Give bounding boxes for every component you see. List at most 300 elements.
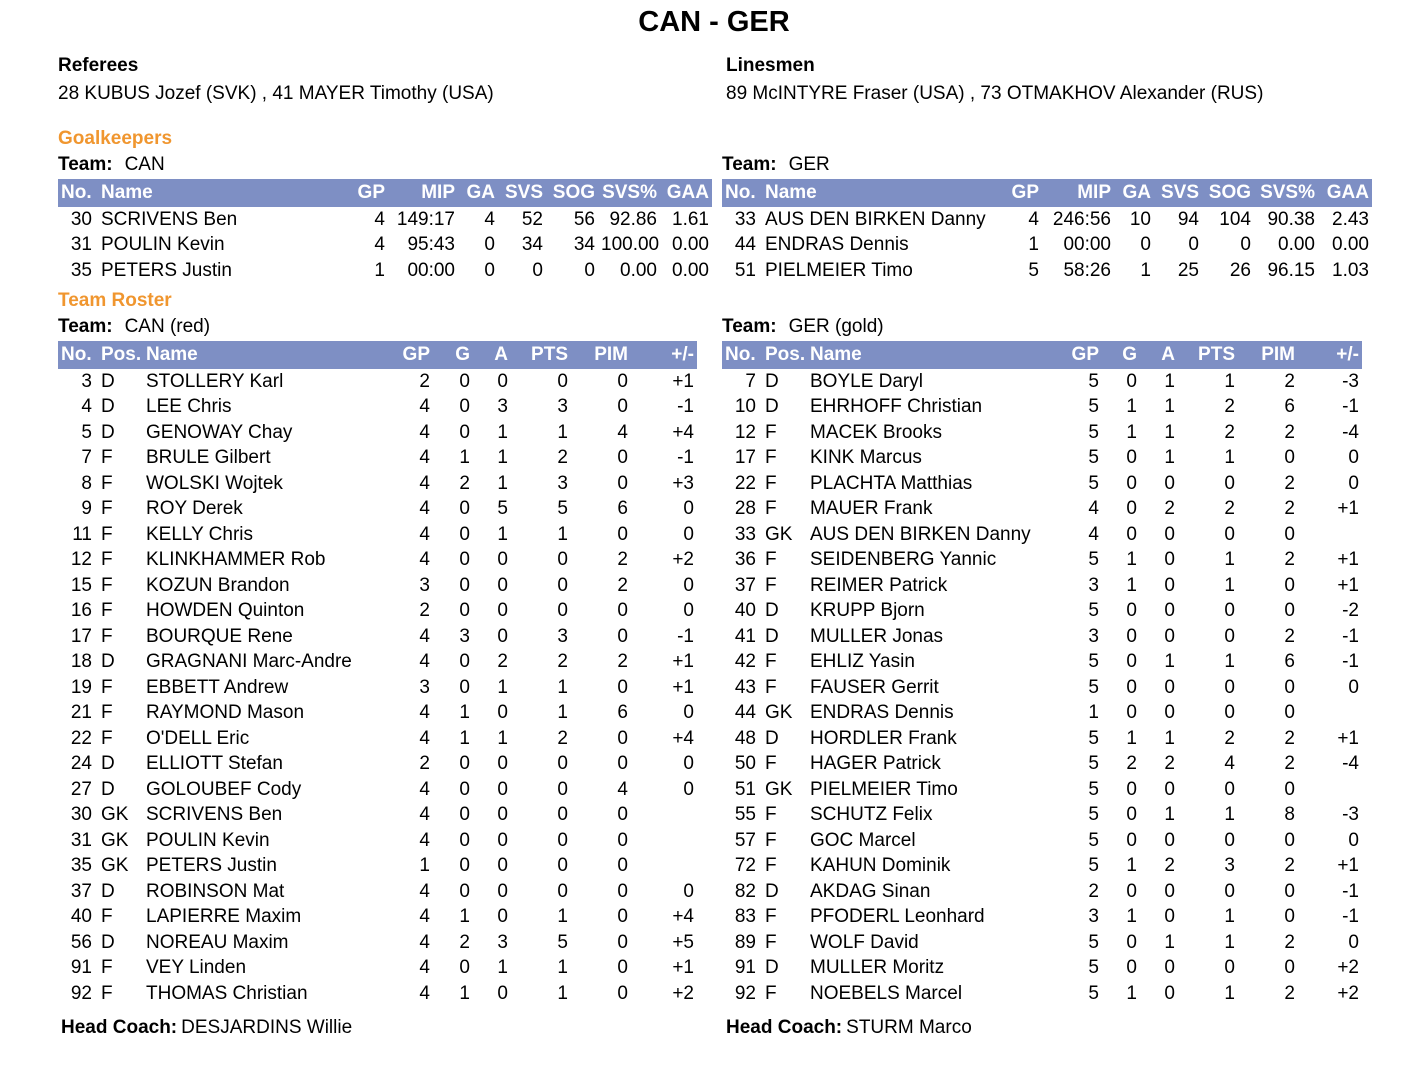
cell-gp: 5 xyxy=(1088,676,1099,698)
table-row xyxy=(58,854,697,880)
cell-goals: 0 xyxy=(1126,625,1137,647)
cell-assists: 2 xyxy=(1164,855,1175,877)
column-header-name: Name xyxy=(765,182,817,203)
cell-name: KOZUN Brandon xyxy=(146,574,290,596)
table-row xyxy=(58,420,697,446)
column-header-svs-pct: SVS% xyxy=(1260,182,1315,203)
cell-pim: 0 xyxy=(1284,778,1295,800)
cell-goals: 0 xyxy=(1126,523,1137,545)
cell-gp: 3 xyxy=(419,574,430,596)
cell-number: 8 xyxy=(81,472,92,494)
cell-points: 0 xyxy=(557,855,568,877)
cell-goals: 0 xyxy=(1126,804,1137,826)
cell-points: 0 xyxy=(557,370,568,392)
cell-number: 4 xyxy=(81,396,92,418)
cell-number: 37 xyxy=(70,880,92,902)
cell-plus-minus: +1 xyxy=(672,370,694,392)
cell-pim: 0 xyxy=(1284,676,1295,698)
cell-points: 1 xyxy=(1224,574,1235,596)
cell-number: 22 xyxy=(734,472,756,494)
cell-pim: 2 xyxy=(1284,370,1295,392)
table-row xyxy=(58,207,712,233)
cell-goals: 3 xyxy=(459,625,470,647)
cell-gp: 4 xyxy=(419,702,430,724)
cell-position: F xyxy=(101,676,113,698)
cell-goals: 0 xyxy=(459,600,470,622)
cell-goals: 0 xyxy=(459,753,470,775)
cell-assists: 1 xyxy=(1164,651,1175,673)
column-header-goals: G xyxy=(455,344,470,365)
cell-number: 19 xyxy=(70,676,92,698)
cell-assists: 0 xyxy=(497,600,508,622)
cell-plus-minus: -1 xyxy=(677,447,694,469)
cell-pim: 0 xyxy=(1284,574,1295,596)
cell-goals: 1 xyxy=(459,906,470,928)
cell-goals: 2 xyxy=(459,931,470,953)
cell-points: 0 xyxy=(1224,625,1235,647)
table-row xyxy=(722,420,1362,446)
table-row xyxy=(722,258,1372,284)
linesmen-label: Linesmen xyxy=(726,55,815,76)
table-row xyxy=(722,675,1362,701)
cell-ga: 1 xyxy=(1140,259,1151,281)
cell-points: 4 xyxy=(1224,753,1235,775)
cell-assists: 1 xyxy=(497,472,508,494)
cell-plus-minus: 0 xyxy=(683,523,694,545)
cell-gp: 3 xyxy=(419,676,430,698)
column-header-number: No. xyxy=(725,182,756,203)
cell-plus-minus: +2 xyxy=(1337,957,1359,979)
column-header-plus-minus: +/- xyxy=(1336,344,1359,365)
column-header-assists: A xyxy=(494,344,508,365)
table-row xyxy=(722,395,1362,421)
cell-assists: 1 xyxy=(1164,421,1175,443)
cell-goals: 0 xyxy=(459,396,470,418)
cell-assists: 0 xyxy=(497,702,508,724)
cell-position: D xyxy=(765,625,779,647)
column-header-number: No. xyxy=(61,182,92,203)
cell-gp: 2 xyxy=(1088,880,1099,902)
cell-points: 0 xyxy=(1224,600,1235,622)
cell-pim: 2 xyxy=(617,651,628,673)
cell-points: 0 xyxy=(557,549,568,571)
table-row xyxy=(58,624,697,650)
cell-mip: 58:26 xyxy=(1063,259,1111,281)
cell-name: PLACHTA Matthias xyxy=(810,472,973,494)
cell-assists: 0 xyxy=(1164,880,1175,902)
table-row xyxy=(58,395,697,421)
cell-gp: 3 xyxy=(1088,574,1099,596)
cell-position: D xyxy=(765,370,779,392)
cell-name: BRULE Gilbert xyxy=(146,447,271,469)
cell-goals: 0 xyxy=(459,676,470,698)
cell-position: GK xyxy=(101,855,129,877)
cell-pim: 2 xyxy=(1284,549,1295,571)
cell-gp: 5 xyxy=(1088,447,1099,469)
column-header-number: No. xyxy=(61,344,92,365)
cell-plus-minus: +1 xyxy=(672,651,694,673)
column-header-svs-pct: SVS% xyxy=(602,182,657,203)
cell-plus-minus: +5 xyxy=(672,931,694,953)
cell-points: 1 xyxy=(1224,982,1235,1004)
cell-gp: 4 xyxy=(419,523,430,545)
cell-points: 1 xyxy=(1224,447,1235,469)
cell-name: ENDRAS Dennis xyxy=(810,702,954,724)
cell-assists: 1 xyxy=(497,727,508,749)
cell-points: 2 xyxy=(1224,498,1235,520)
cell-pim: 6 xyxy=(1284,396,1295,418)
cell-points: 0 xyxy=(1224,778,1235,800)
cell-assists: 1 xyxy=(497,957,508,979)
cell-assists: 3 xyxy=(497,931,508,953)
cell-goals: 0 xyxy=(1126,957,1137,979)
cell-gp: 4 xyxy=(374,234,385,256)
cell-name: ELLIOTT Stefan xyxy=(146,753,283,775)
cell-assists: 1 xyxy=(497,447,508,469)
cell-name: FAUSER Gerrit xyxy=(810,676,939,698)
cell-plus-minus: +1 xyxy=(1337,855,1359,877)
head-coach-ger xyxy=(726,1017,972,1039)
cell-goals: 0 xyxy=(1126,931,1137,953)
column-header-position: Pos. xyxy=(765,344,806,365)
goalkeepers-heading: Goalkeepers xyxy=(58,128,173,149)
cell-svs: 52 xyxy=(521,208,543,230)
cell-assists: 1 xyxy=(1164,370,1175,392)
cell-position: F xyxy=(765,421,777,443)
table-row xyxy=(58,981,697,1007)
cell-number: 83 xyxy=(734,906,756,928)
cell-plus-minus: 0 xyxy=(683,753,694,775)
cell-assists: 0 xyxy=(1164,574,1175,596)
cell-plus-minus: -1 xyxy=(1342,880,1359,902)
team-label: Team: xyxy=(722,154,777,175)
table-row xyxy=(58,905,697,931)
cell-gp: 4 xyxy=(419,727,430,749)
cell-number: 35 xyxy=(70,855,92,877)
cell-pim: 0 xyxy=(617,931,628,953)
cell-points: 1 xyxy=(1224,931,1235,953)
cell-gp: 1 xyxy=(1088,702,1099,724)
cell-plus-minus: +1 xyxy=(1337,549,1359,571)
cell-position: F xyxy=(765,498,777,520)
table-row xyxy=(58,752,697,778)
cell-number: 30 xyxy=(70,804,92,826)
roster-team-name: GER (gold) xyxy=(788,316,884,337)
cell-number: 10 xyxy=(734,396,756,418)
cell-plus-minus: 0 xyxy=(683,574,694,596)
column-header-gp: GP xyxy=(1071,344,1099,365)
cell-points: 3 xyxy=(557,396,568,418)
table-row xyxy=(58,675,697,701)
cell-position: D xyxy=(101,396,115,418)
cell-position: F xyxy=(765,447,777,469)
cell-number: 41 xyxy=(734,625,756,647)
cell-number: 35 xyxy=(70,259,92,281)
cell-position: F xyxy=(101,600,113,622)
cell-points: 3 xyxy=(1224,855,1235,877)
head-coach-name: DESJARDINS Willie xyxy=(181,1017,353,1038)
cell-plus-minus: +1 xyxy=(672,676,694,698)
cell-name: BOYLE Daryl xyxy=(810,370,923,392)
cell-name: AKDAG Sinan xyxy=(810,880,931,902)
cell-assists: 0 xyxy=(1164,523,1175,545)
cell-plus-minus xyxy=(1298,777,1362,803)
cell-sog: 56 xyxy=(573,208,595,230)
cell-points: 0 xyxy=(557,600,568,622)
cell-position: D xyxy=(101,931,115,953)
cell-number: 91 xyxy=(70,957,92,979)
column-header-svs: SVS xyxy=(1160,182,1199,203)
cell-name: EHLIZ Yasin xyxy=(810,651,915,673)
cell-number: 12 xyxy=(70,549,92,571)
cell-name: RAYMOND Mason xyxy=(146,702,305,724)
cell-pim: 2 xyxy=(617,574,628,596)
column-header-points: PTS xyxy=(531,344,568,365)
cell-mip: 00:00 xyxy=(407,259,455,281)
table-row xyxy=(58,930,697,956)
cell-points: 1 xyxy=(1224,370,1235,392)
cell-points: 0 xyxy=(557,778,568,800)
cell-name: KINK Marcus xyxy=(810,447,922,469)
cell-pim: 0 xyxy=(1284,957,1295,979)
cell-sog: 0 xyxy=(1240,234,1251,256)
table-row xyxy=(58,599,697,625)
cell-number: 92 xyxy=(734,982,756,1004)
cell-plus-minus: -4 xyxy=(1342,753,1359,775)
cell-pim: 6 xyxy=(617,702,628,724)
cell-pim: 6 xyxy=(617,498,628,520)
cell-assists: 1 xyxy=(497,676,508,698)
column-header-assists: A xyxy=(1161,344,1175,365)
table-row xyxy=(722,752,1362,778)
cell-gaa: 0.00 xyxy=(672,234,709,256)
cell-name: KRUPP Bjorn xyxy=(810,600,925,622)
cell-position: F xyxy=(765,804,777,826)
cell-goals: 0 xyxy=(459,421,470,443)
cell-number: 72 xyxy=(734,855,756,877)
cell-position: GK xyxy=(101,804,129,826)
cell-number: 7 xyxy=(81,447,92,469)
cell-name: HORDLER Frank xyxy=(810,727,957,749)
cell-position: D xyxy=(101,880,115,902)
table-row xyxy=(722,233,1372,259)
cell-svs-pct: 0.00 xyxy=(620,259,657,281)
cell-name: THOMAS Christian xyxy=(146,982,308,1004)
cell-pim: 0 xyxy=(617,625,628,647)
cell-points: 0 xyxy=(1224,523,1235,545)
cell-points: 0 xyxy=(1224,472,1235,494)
cell-points: 5 xyxy=(557,498,568,520)
cell-plus-minus: 0 xyxy=(1348,447,1359,469)
team-roster-heading: Team Roster xyxy=(58,290,172,311)
table-row xyxy=(722,369,1362,395)
cell-number: 5 xyxy=(81,421,92,443)
table-row xyxy=(722,548,1362,574)
referees-section xyxy=(58,55,697,105)
cell-number: 16 xyxy=(70,600,92,622)
cell-assists: 0 xyxy=(497,574,508,596)
cell-gp: 5 xyxy=(1088,855,1099,877)
column-header-gp: GP xyxy=(1011,182,1039,203)
cell-points: 0 xyxy=(557,880,568,902)
cell-plus-minus: -1 xyxy=(677,625,694,647)
cell-position: F xyxy=(101,574,113,596)
cell-gp: 1 xyxy=(1028,234,1039,256)
cell-gp: 4 xyxy=(1028,208,1039,230)
cell-gp: 4 xyxy=(419,498,430,520)
cell-position: F xyxy=(101,447,113,469)
column-header-svs: SVS xyxy=(504,182,543,203)
cell-goals: 1 xyxy=(1126,906,1137,928)
cell-mip: 246:56 xyxy=(1052,208,1111,230)
cell-svs: 0 xyxy=(532,259,543,281)
roster-table-ger xyxy=(722,341,1362,1007)
table-header-row xyxy=(722,341,1362,369)
cell-goals: 0 xyxy=(459,880,470,902)
cell-number: 27 xyxy=(70,778,92,800)
cell-assists: 1 xyxy=(1164,727,1175,749)
cell-plus-minus: 0 xyxy=(683,778,694,800)
table-row xyxy=(722,497,1362,523)
cell-plus-minus: -1 xyxy=(677,396,694,418)
goalie-team-line-ger xyxy=(722,154,830,176)
cell-pim: 2 xyxy=(1284,727,1295,749)
cell-gp: 4 xyxy=(419,421,430,443)
table-row xyxy=(722,573,1362,599)
cell-position: F xyxy=(101,625,113,647)
cell-points: 1 xyxy=(1224,549,1235,571)
table-row xyxy=(722,777,1362,803)
cell-points: 1 xyxy=(557,523,568,545)
cell-assists: 3 xyxy=(497,396,508,418)
cell-gp: 5 xyxy=(1088,778,1099,800)
cell-goals: 0 xyxy=(1126,498,1137,520)
cell-name: POULIN Kevin xyxy=(101,234,225,256)
cell-gp: 4 xyxy=(419,804,430,826)
cell-plus-minus: +3 xyxy=(672,472,694,494)
cell-svs-pct: 0.00 xyxy=(1278,234,1315,256)
cell-position: D xyxy=(101,421,115,443)
cell-gp: 4 xyxy=(419,396,430,418)
cell-gp: 2 xyxy=(419,753,430,775)
cell-name: GENOWAY Chay xyxy=(146,421,293,443)
cell-position: D xyxy=(765,880,779,902)
table-row xyxy=(722,522,1362,548)
cell-plus-minus: +2 xyxy=(672,982,694,1004)
cell-svs: 34 xyxy=(521,234,543,256)
table-row xyxy=(722,650,1362,676)
cell-assists: 0 xyxy=(1164,702,1175,724)
table-row xyxy=(58,233,712,259)
cell-name: WOLSKI Wojtek xyxy=(146,472,283,494)
head-coach-name: STURM Marco xyxy=(846,1017,972,1038)
cell-name: NOEBELS Marcel xyxy=(810,982,963,1004)
cell-number: 40 xyxy=(70,906,92,928)
cell-plus-minus: +1 xyxy=(672,957,694,979)
cell-goals: 1 xyxy=(1126,421,1137,443)
cell-pim: 0 xyxy=(617,829,628,851)
table-row xyxy=(722,446,1362,472)
cell-assists: 0 xyxy=(1164,549,1175,571)
cell-pim: 0 xyxy=(617,472,628,494)
cell-goals: 0 xyxy=(1126,651,1137,673)
cell-goals: 1 xyxy=(1126,855,1137,877)
cell-goals: 0 xyxy=(1126,600,1137,622)
cell-name: SCRIVENS Ben xyxy=(146,804,283,826)
cell-points: 3 xyxy=(557,472,568,494)
cell-goals: 0 xyxy=(1126,447,1137,469)
head-coach-label: Head Coach: xyxy=(726,1017,843,1038)
cell-number: 15 xyxy=(70,574,92,596)
cell-name: AUS DEN BIRKEN Danny xyxy=(810,523,1031,545)
cell-assists: 2 xyxy=(497,651,508,673)
cell-gp: 4 xyxy=(419,957,430,979)
cell-goals: 0 xyxy=(459,957,470,979)
cell-goals: 0 xyxy=(459,804,470,826)
cell-number: 9 xyxy=(81,498,92,520)
cell-points: 0 xyxy=(1224,702,1235,724)
cell-number: 21 xyxy=(70,702,92,724)
cell-assists: 1 xyxy=(1164,447,1175,469)
cell-gaa: 0.00 xyxy=(1332,234,1369,256)
cell-plus-minus: 0 xyxy=(683,498,694,520)
cell-gp: 5 xyxy=(1088,804,1099,826)
cell-points: 1 xyxy=(557,982,568,1004)
table-row xyxy=(58,828,697,854)
table-row xyxy=(58,777,697,803)
cell-pim: 2 xyxy=(1284,982,1295,1004)
table-row xyxy=(722,930,1362,956)
cell-number: 36 xyxy=(734,549,756,571)
cell-gp: 4 xyxy=(419,549,430,571)
table-row xyxy=(722,879,1362,905)
cell-points: 1 xyxy=(1224,804,1235,826)
cell-pim: 0 xyxy=(617,753,628,775)
cell-goals: 0 xyxy=(1126,676,1137,698)
cell-number: 24 xyxy=(70,753,92,775)
table-row xyxy=(58,446,697,472)
cell-name: PETERS Justin xyxy=(146,855,277,877)
cell-pim: 0 xyxy=(617,880,628,902)
cell-points: 0 xyxy=(1224,957,1235,979)
cell-points: 1 xyxy=(557,421,568,443)
cell-name: MAUER Frank xyxy=(810,498,933,520)
cell-pim: 0 xyxy=(617,727,628,749)
cell-plus-minus: 0 xyxy=(1348,472,1359,494)
column-header-ga: GA xyxy=(1122,182,1151,203)
cell-position: D xyxy=(765,727,779,749)
cell-pim: 2 xyxy=(1284,753,1295,775)
cell-plus-minus: -1 xyxy=(1342,651,1359,673)
cell-gp: 5 xyxy=(1088,600,1099,622)
cell-goals: 1 xyxy=(1126,574,1137,596)
cell-goals: 1 xyxy=(1126,982,1137,1004)
cell-plus-minus: 0 xyxy=(1348,676,1359,698)
cell-gp: 5 xyxy=(1088,931,1099,953)
table-row xyxy=(722,207,1372,233)
linesmen-section xyxy=(726,55,1263,105)
cell-position: F xyxy=(765,574,777,596)
cell-svs: 25 xyxy=(1177,259,1199,281)
cell-position: F xyxy=(765,829,777,851)
cell-pim: 6 xyxy=(1284,651,1295,673)
column-header-goals: G xyxy=(1122,344,1137,365)
cell-points: 0 xyxy=(1224,880,1235,902)
cell-gaa: 2.43 xyxy=(1332,208,1369,230)
team-label: Team: xyxy=(58,316,113,337)
cell-position: F xyxy=(765,651,777,673)
cell-assists: 0 xyxy=(497,549,508,571)
